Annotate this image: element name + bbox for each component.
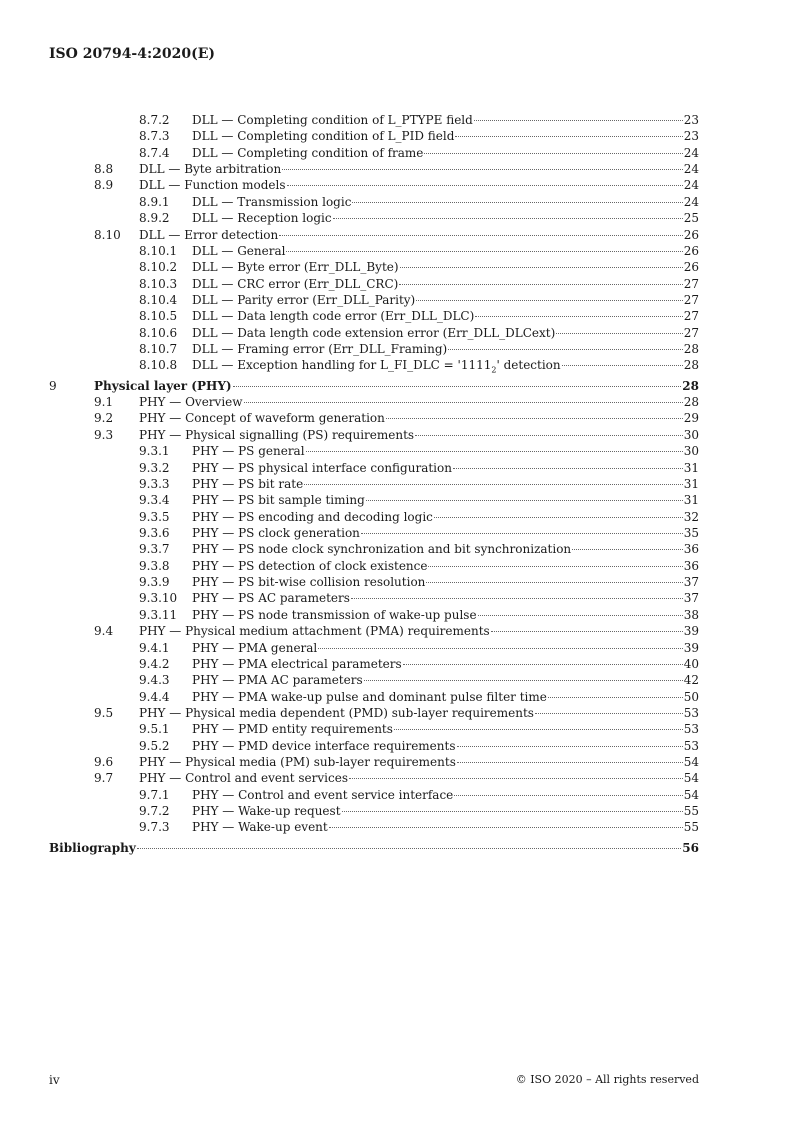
toc-entry[interactable] [49, 194, 699, 210]
toc-dot-leader [287, 185, 683, 186]
toc-entry-title: PHY — Physical media (PM) sub-layer requirements [139, 755, 456, 770]
toc-entry-page: 31 [683, 493, 699, 508]
toc-dot-leader [399, 284, 682, 285]
copyright-footer: © ISO 2020 – All rights reserved [515, 1073, 699, 1086]
toc-entry-number: 9.3.2 [139, 460, 170, 475]
toc-dot-leader [364, 680, 683, 681]
toc-entry-page: 36 [683, 558, 699, 573]
toc-entry-title: PHY — PMA electrical parameters [192, 656, 402, 671]
toc-entry-number: 9.4.1 [139, 640, 170, 655]
toc-entry-page: 53 [683, 705, 699, 720]
toc-entry-page: 40 [683, 656, 699, 671]
toc-entry[interactable] [49, 128, 699, 144]
toc-entry-page: 26 [683, 227, 699, 242]
toc-entry-title: PHY — Wake-up event [192, 820, 328, 835]
toc-entry-title: PHY — Control and event services [139, 771, 348, 786]
toc-dot-leader [415, 435, 683, 436]
toc-entry-page: 26 [683, 243, 699, 258]
toc-entry-title: DLL — Exception handling for L_FI_DLC = '$1111_2$' detection [192, 358, 561, 375]
toc-entry-page: 39 [683, 624, 699, 639]
toc-dot-leader [448, 349, 683, 350]
toc-entry-page: 53 [683, 722, 699, 737]
toc-entry[interactable] [49, 607, 699, 623]
toc-entry[interactable] [49, 738, 699, 754]
toc-entry-number: 8.7.2 [139, 113, 170, 127]
document-id-header: ISO 20794-4:2020(E) [49, 46, 216, 62]
toc-entry[interactable] [49, 623, 699, 639]
toc-dot-leader [426, 582, 682, 583]
toc-dot-leader [318, 648, 682, 649]
toc-entry[interactable] [49, 787, 699, 803]
toc-entry-page: 35 [683, 525, 699, 540]
toc-dot-leader [455, 136, 682, 137]
toc-dot-leader [333, 218, 683, 219]
toc-entry-number: 9.3.8 [139, 558, 170, 573]
toc-entry-title: PHY — PS bit sample timing [192, 493, 365, 508]
toc-dot-leader [304, 484, 683, 485]
toc-entry-title: PHY — Wake-up request [192, 804, 341, 819]
toc-entry-page: 56 [682, 840, 699, 855]
toc-entry-title: PHY — PMA AC parameters [192, 673, 363, 688]
toc-entry-number: 8.10.4 [139, 292, 178, 307]
toc-entry-title: PHY — PS AC parameters [192, 591, 350, 606]
toc-entry-page: 54 [683, 771, 699, 786]
toc-entry-page: 55 [683, 820, 699, 835]
toc-entry-page: 31 [683, 476, 699, 491]
toc-entry-number: 8.7.4 [139, 145, 170, 160]
toc-entry-title: DLL — CRC error (Err_DLL_CRC) [192, 276, 399, 291]
toc-entry-number: 8.10.5 [139, 309, 178, 324]
toc-entry-title: PHY — PS encoding and decoding logic [192, 509, 433, 524]
toc-entry[interactable] [49, 394, 699, 410]
toc-entry-number: 9.6 [94, 755, 114, 770]
toc-dot-leader [361, 533, 683, 534]
toc-entry-page: 27 [683, 292, 699, 307]
toc-entry-title: DLL — Completing condition of frame [192, 145, 424, 160]
toc-entry-number: 9.3.7 [139, 542, 170, 557]
toc-dot-leader [286, 251, 682, 252]
toc-entry[interactable] [49, 705, 699, 721]
toc-entry[interactable] [49, 443, 699, 459]
toc-entry[interactable] [49, 308, 699, 324]
toc-entry-title: DLL — Completing condition of L_PTYPE field [192, 113, 473, 127]
toc-entry-page: 38 [683, 607, 699, 622]
toc-entry-title: PHY — Concept of waveform generation [139, 411, 385, 426]
toc-entry-page: 42 [683, 673, 699, 688]
toc-entry-title: DLL — Error detection [139, 227, 279, 242]
toc-dot-leader [352, 202, 682, 203]
toc-entry-page: 29 [683, 411, 699, 426]
toc-entry-page: 37 [683, 591, 699, 606]
toc-entry-page: 26 [683, 260, 699, 275]
toc-dot-leader [342, 811, 683, 812]
toc-entry-page: 24 [683, 194, 699, 209]
toc-entry-number: 9.3.3 [139, 476, 170, 491]
toc-entry-number: 9.3.9 [139, 575, 170, 590]
toc-dot-leader [478, 615, 683, 616]
toc-entry-number: 9.3.6 [139, 525, 170, 540]
toc-entry-title: DLL — Byte arbitration [139, 162, 282, 177]
toc-entry[interactable] [49, 177, 699, 193]
toc-dot-leader [453, 468, 683, 469]
toc-dot-leader [491, 631, 683, 632]
toc-entry-page: 28 [682, 378, 699, 393]
toc-entry-number: 9.3 [94, 427, 114, 442]
table-of-contents [49, 112, 699, 856]
toc-dot-leader [394, 729, 683, 730]
toc-entry-title: DLL — General [192, 243, 286, 258]
toc-entry-number: 8.10.6 [139, 325, 178, 340]
toc-entry[interactable] [49, 689, 699, 705]
toc-entry-number: 9.7.2 [139, 804, 170, 819]
toc-entry-page: 24 [683, 145, 699, 160]
toc-entry-page: 39 [683, 640, 699, 655]
toc-entry[interactable] [49, 492, 699, 508]
toc-entry[interactable] [49, 558, 699, 574]
toc-entry[interactable] [49, 541, 699, 557]
toc-dot-leader [306, 451, 683, 452]
toc-entry-page: 27 [683, 309, 699, 324]
toc-dot-leader [233, 386, 682, 387]
toc-entry-title: DLL — Completing condition of L_PID field [192, 129, 455, 144]
toc-entry-number: 9.5.1 [139, 722, 170, 737]
toc-entry-title: PHY — PMA general [192, 640, 318, 655]
toc-dot-leader [424, 153, 682, 154]
toc-entry-title: PHY — PMD device interface requirements [192, 738, 456, 753]
toc-entry[interactable] [49, 656, 699, 672]
toc-entry-number: 9.3.1 [139, 444, 170, 459]
toc-entry-number: 9.4.3 [139, 673, 170, 688]
toc-dot-leader [244, 402, 683, 403]
toc-entry[interactable] [49, 672, 699, 688]
toc-entry-number: 9.4 [94, 624, 114, 639]
toc-entry[interactable] [49, 574, 699, 590]
toc-entry-title: DLL — Reception logic [192, 211, 332, 226]
toc-entry-number: 8.10.2 [139, 260, 178, 275]
toc-entry-page: 50 [683, 689, 699, 704]
toc-entry[interactable] [49, 770, 699, 786]
toc-entry-number: 8.10 [94, 227, 121, 242]
toc-entry-title: PHY — PMD entity requirements [192, 722, 393, 737]
toc-dot-leader [548, 697, 683, 698]
toc-dot-leader [416, 300, 682, 301]
toc-entry[interactable] [49, 410, 699, 426]
toc-entry-number: 9.7 [94, 771, 114, 786]
toc-entry[interactable] [49, 210, 699, 226]
toc-entry-title: PHY — Physical media dependent (PMD) sub-layer requirements [139, 705, 534, 720]
toc-entry-title: PHY — PS general [192, 444, 305, 459]
toc-dot-leader [282, 169, 682, 170]
toc-entry-title: PHY — PS bit-wise collision resolution [192, 575, 426, 590]
toc-dot-leader [366, 500, 683, 501]
toc-entry-title: DLL — Byte error (Err_DLL_Byte) [192, 260, 399, 275]
toc-entry[interactable] [49, 378, 699, 394]
toc-entry-title: PHY — PS physical interface configuration [192, 460, 452, 475]
toc-entry-number: 9.3.10 [139, 591, 178, 606]
toc-entry-title: DLL — Transmission logic [192, 194, 352, 209]
toc-entry[interactable] [49, 819, 699, 835]
toc-entry[interactable] [49, 276, 699, 292]
toc-entry-title: DLL — Data length code extension error (Err_DLL_DLCext) [192, 325, 556, 340]
toc-entry-page: 54 [683, 787, 699, 802]
toc-dot-leader [457, 746, 683, 747]
toc-entry-title: DLL — Parity error (Err_DLL_Parity) [192, 292, 416, 307]
toc-entry-title: PHY — Physical medium attachment (PMA) requirements [139, 624, 490, 639]
toc-dot-leader [329, 827, 683, 828]
toc-dot-leader [428, 566, 682, 567]
toc-entry-page: 37 [683, 575, 699, 590]
toc-entry-number: 8.10.7 [139, 342, 178, 357]
toc-entry-title: PHY — PS clock generation [192, 525, 360, 540]
toc-entry-page: 55 [683, 804, 699, 819]
toc-entry[interactable] [49, 341, 699, 357]
toc-entry[interactable] [49, 243, 699, 259]
toc-entry-page: 24 [683, 162, 699, 177]
toc-entry[interactable] [49, 754, 699, 770]
toc-entry[interactable] [49, 357, 699, 373]
toc-entry[interactable] [49, 292, 699, 308]
toc-entry-title: PHY — Physical signalling (PS) requirements [139, 427, 415, 442]
toc-dot-leader [572, 549, 683, 550]
toc-entry-title: DLL — Framing error (Err_DLL_Framing) [192, 342, 448, 357]
toc-entry[interactable] [49, 590, 699, 606]
toc-entry-page: 24 [683, 178, 699, 193]
toc-dot-leader [454, 795, 682, 796]
toc-entry-title: PHY — PMA wake-up pulse and dominant pulse filter time [192, 689, 547, 704]
toc-entry-number: 9.3.11 [139, 607, 178, 622]
toc-dot-leader [562, 365, 683, 366]
toc-entry[interactable] [49, 259, 699, 275]
toc-entry-title: PHY — Control and event service interface [192, 787, 454, 802]
toc-dot-leader [475, 316, 682, 317]
toc-entry-number: 9.5.2 [139, 738, 170, 753]
toc-entry-number: 8.9 [94, 178, 114, 193]
toc-entry[interactable] [49, 509, 699, 525]
toc-entry[interactable] [49, 721, 699, 737]
toc-dot-leader [535, 713, 683, 714]
toc-dot-leader [434, 517, 683, 518]
toc-entry[interactable] [49, 161, 699, 177]
toc-entry-number: 8.8 [94, 162, 114, 177]
toc-entry-number: 9.3.5 [139, 509, 170, 524]
toc-entry-title: PHY — PS bit rate [192, 476, 304, 491]
toc-entry[interactable] [49, 803, 699, 819]
toc-entry-page: 36 [683, 542, 699, 557]
toc-entry[interactable] [49, 325, 699, 341]
toc-entry[interactable] [49, 427, 699, 443]
toc-entry[interactable] [49, 525, 699, 541]
toc-entry-page: 25 [683, 211, 699, 226]
page-number-footer: iv [49, 1073, 60, 1087]
toc-entry-title: DLL — Function models [139, 178, 286, 193]
toc-entry-number: 8.9.2 [139, 211, 170, 226]
toc-dot-leader [403, 664, 683, 665]
toc-entry[interactable] [49, 476, 699, 492]
toc-dot-leader [386, 418, 683, 419]
toc-entry-title: PHY — PS detection of clock existence [192, 558, 428, 573]
toc-entry[interactable] [49, 460, 699, 476]
toc-entry-page: 23 [683, 129, 699, 144]
toc-dot-leader [474, 120, 683, 121]
toc-entry-title: Physical layer (PHY) [94, 378, 232, 393]
toc-entry[interactable] [49, 840, 699, 856]
toc-entry-page: 28 [683, 395, 699, 410]
toc-dot-leader [279, 235, 682, 236]
toc-entry-number: 8.7.3 [139, 129, 170, 144]
toc-entry-number: 8.10.3 [139, 276, 178, 291]
toc-entry-number: 8.10.8 [139, 358, 178, 373]
toc-entry-page: 53 [683, 738, 699, 753]
toc-entry-number: 9.3.4 [139, 493, 170, 508]
toc-entry-number: 9.4.4 [139, 689, 170, 704]
toc-entry-number: 8.9.1 [139, 194, 170, 209]
toc-entry-page: 30 [683, 427, 699, 442]
toc-dot-leader [351, 598, 683, 599]
toc-entry[interactable] [49, 640, 699, 656]
toc-dot-leader [556, 333, 682, 334]
toc-entry-page: 27 [683, 276, 699, 291]
toc-entry-number: 9.5 [94, 705, 114, 720]
toc-entry-page: 54 [683, 755, 699, 770]
toc-entry-title: PHY — PS node clock synchronization and bit synchronization [192, 542, 572, 557]
toc-entry-number: 9.7.1 [139, 787, 170, 802]
toc-entry-number: 8.10.1 [139, 243, 178, 258]
toc-entry-page: 23 [683, 113, 699, 127]
toc-entry[interactable] [49, 145, 699, 161]
toc-entry-page: 28 [683, 342, 699, 357]
toc-entry-page: 28 [683, 358, 699, 373]
toc-dot-leader [137, 848, 682, 849]
toc-entry[interactable] [49, 112, 699, 128]
toc-entry-title: Bibliography [49, 840, 136, 855]
toc-entry-title: PHY — PS node transmission of wake-up pulse [192, 607, 477, 622]
toc-entry-page: 31 [683, 460, 699, 475]
toc-entry-number: 9.4.2 [139, 656, 170, 671]
toc-entry-page: 32 [683, 509, 699, 524]
toc-dot-leader [400, 267, 683, 268]
toc-entry-number: 9.1 [94, 395, 114, 410]
toc-dot-leader [457, 762, 683, 763]
toc-dot-leader [349, 778, 683, 779]
toc-entry-page: 30 [683, 444, 699, 459]
toc-entry-number: 9.2 [94, 411, 114, 426]
toc-entry[interactable] [49, 227, 699, 243]
toc-entry-page: 27 [683, 325, 699, 340]
toc-entry-title: DLL — Data length code error (Err_DLL_DLC) [192, 309, 475, 324]
toc-entry-title: PHY — Overview [139, 395, 243, 410]
toc-entry-number: 9 [49, 378, 57, 393]
toc-entry-number: 9.7.3 [139, 820, 170, 835]
